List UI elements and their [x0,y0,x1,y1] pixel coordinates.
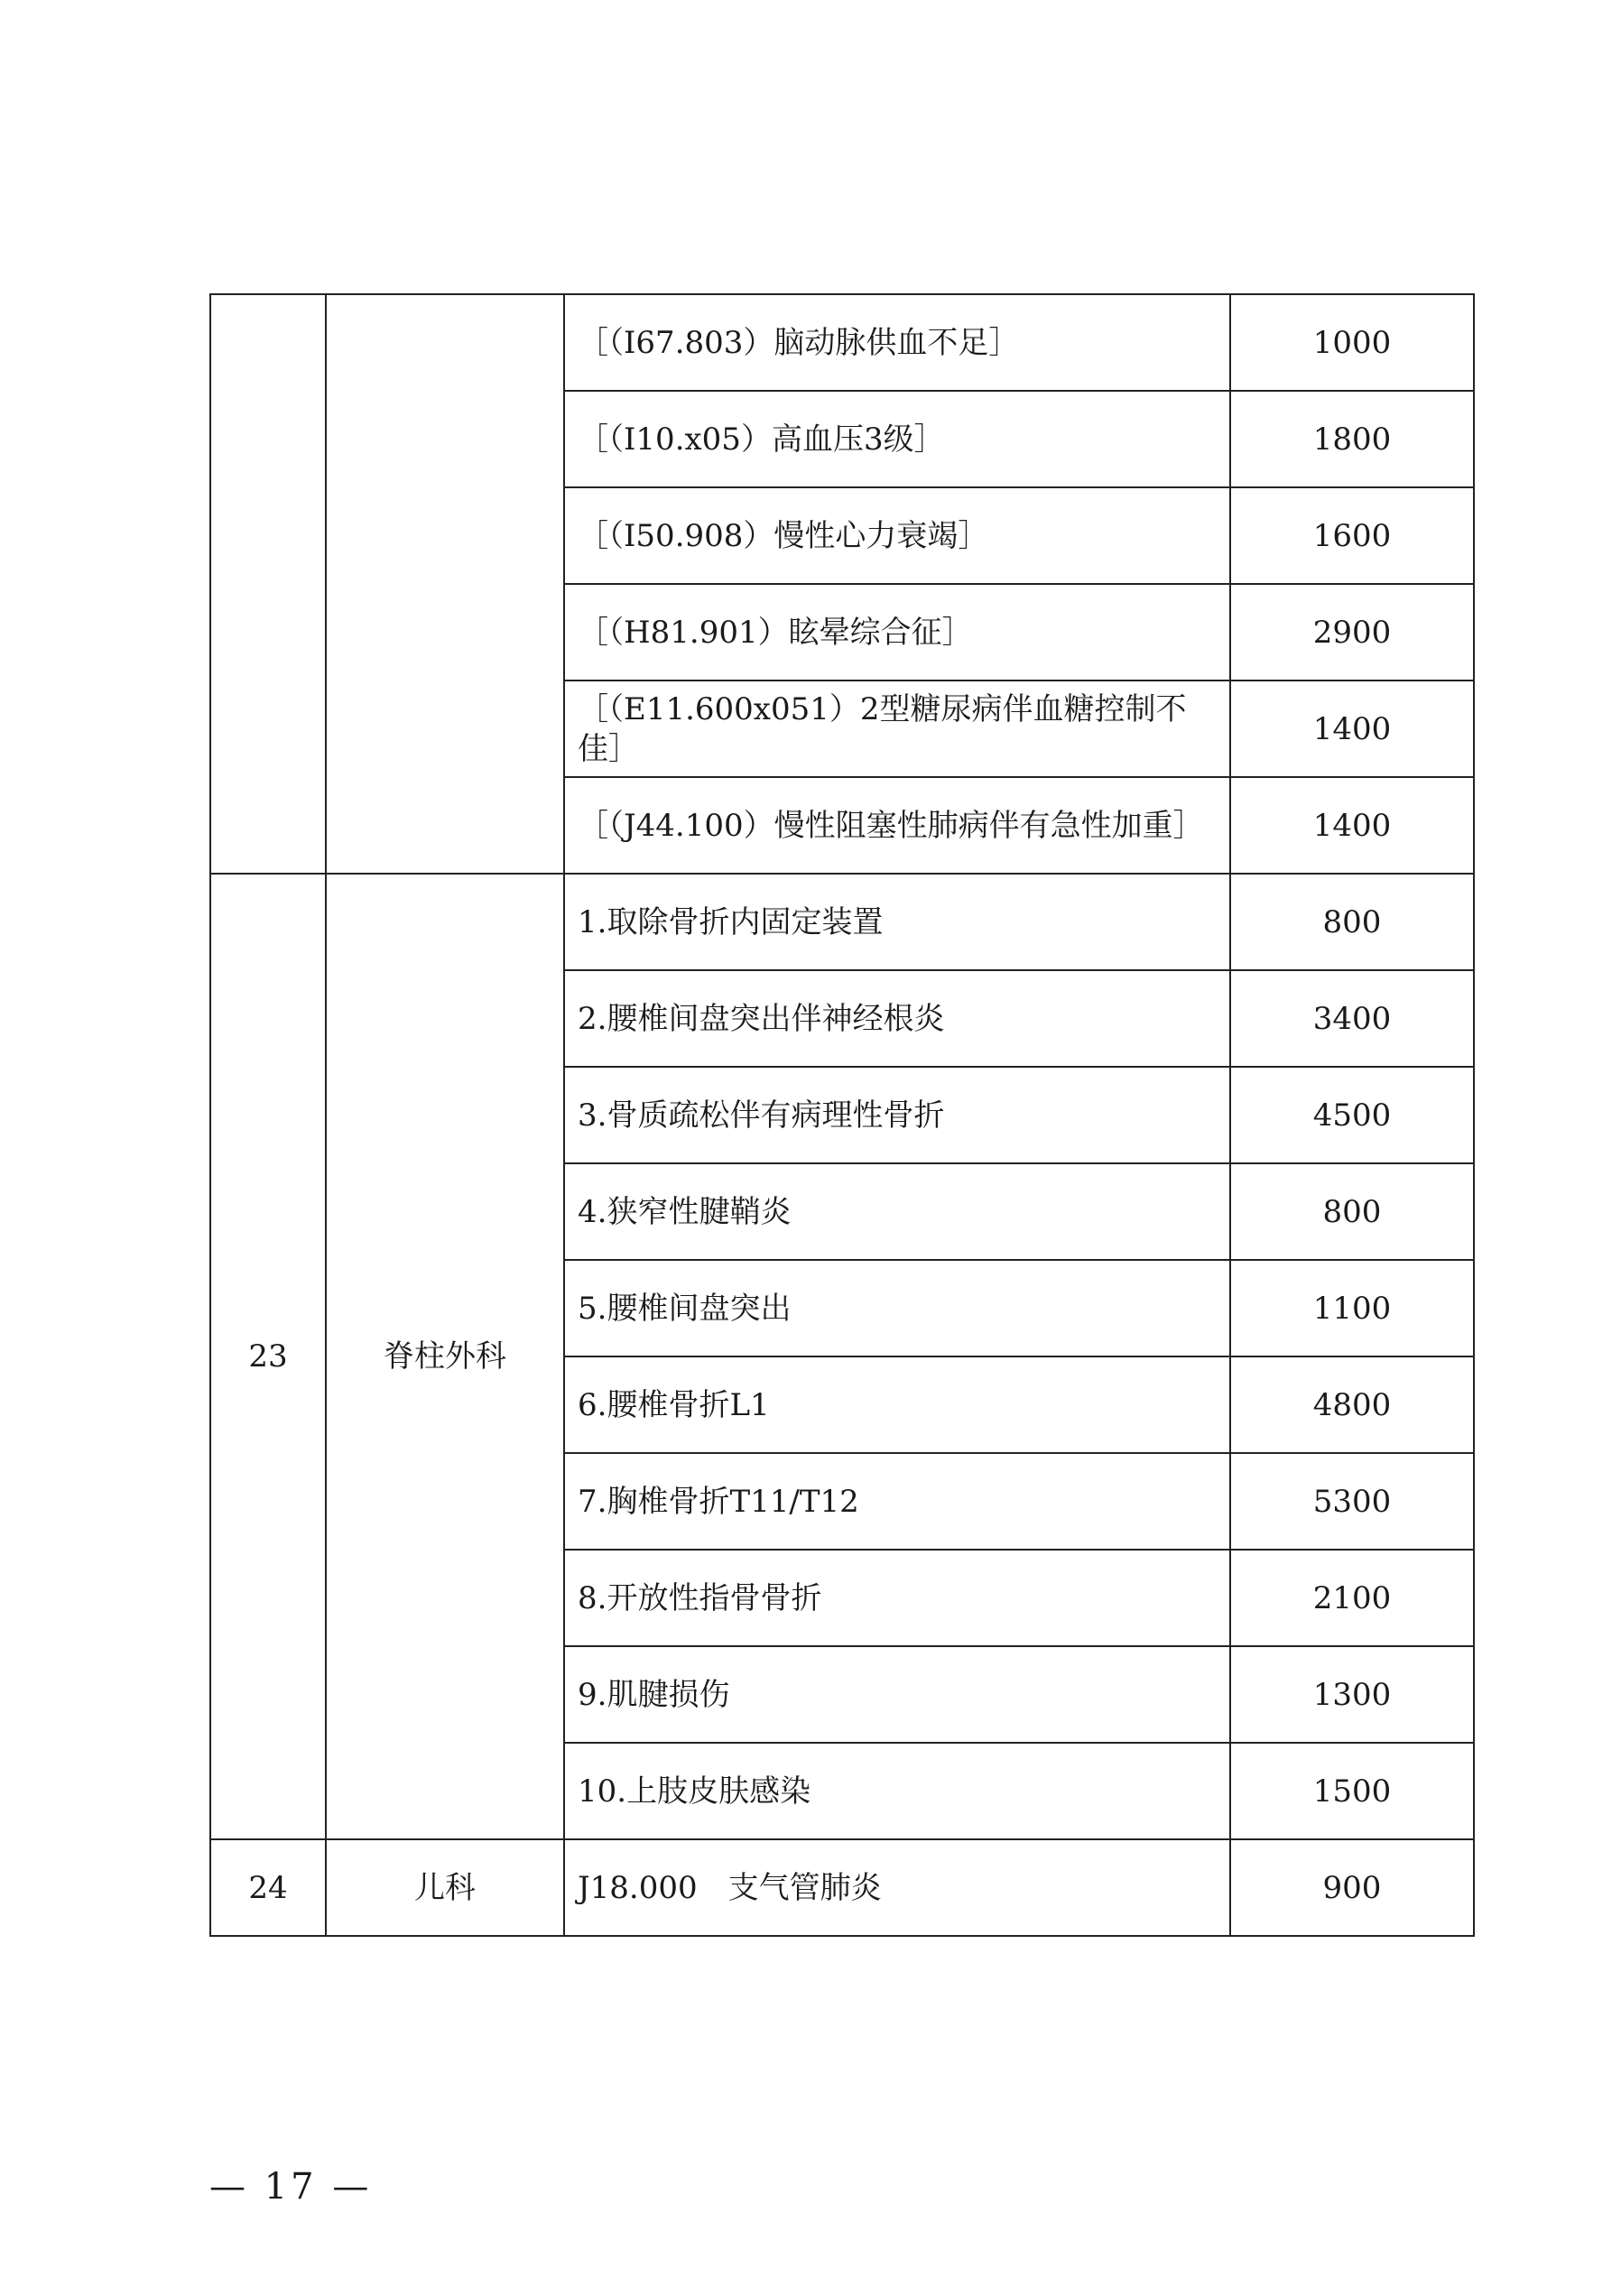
cost-cell: 2900 [1230,584,1474,680]
disease-cell: 10.上肢皮肤感染 [564,1743,1230,1839]
table-row [210,1839,1474,1936]
group-number-cell: 24 [210,1839,326,1936]
table-body [210,294,1474,1936]
cost-cell: 1600 [1230,487,1474,584]
department-cell: 脊柱外科 [326,874,564,1839]
cost-cell: 800 [1230,874,1474,970]
disease-cell: 2.腰椎间盘突出伴神经根炎 [564,970,1230,1067]
disease-cell: 7.胸椎骨折T11/T12 [564,1453,1230,1550]
cost-cell: 1500 [1230,1743,1474,1839]
cost-cell: 1400 [1230,777,1474,874]
cost-cell: 1100 [1230,1260,1474,1356]
disease-cell: ［（I50.908）慢性心力衰竭］ [564,487,1230,584]
disease-cell: 4.狭窄性腱鞘炎 [564,1163,1230,1260]
disease-cost-table [209,293,1475,1937]
group-number-cell: 23 [210,874,326,1839]
cost-cell: 1800 [1230,391,1474,487]
group-number-cell [210,294,326,874]
cost-cell: 1300 [1230,1646,1474,1743]
disease-cell: 3.骨质疏松伴有病理性骨折 [564,1067,1230,1163]
page-number: — 17 — [209,2166,373,2208]
cost-cell: 900 [1230,1839,1474,1936]
disease-cell: 8.开放性指骨骨折 [564,1550,1230,1646]
disease-cell: J18.000 支气管肺炎 [564,1839,1230,1936]
department-cell: 儿科 [326,1839,564,1936]
table-row [210,294,1474,391]
cost-cell: 4800 [1230,1356,1474,1453]
cost-cell: 4500 [1230,1067,1474,1163]
cost-cell: 800 [1230,1163,1474,1260]
disease-cell: 1.取除骨折内固定装置 [564,874,1230,970]
disease-cell: 6.腰椎骨折L1 [564,1356,1230,1453]
disease-cell: 5.腰椎间盘突出 [564,1260,1230,1356]
cost-cell: 1400 [1230,680,1474,777]
disease-cell: ［（I67.803）脑动脉供血不足］ [564,294,1230,391]
disease-cell: ［（E11.600x051）2型糖尿病伴血糖控制不佳］ [564,680,1230,777]
cost-cell: 2100 [1230,1550,1474,1646]
cost-cell: 5300 [1230,1453,1474,1550]
disease-cell: 9.肌腱损伤 [564,1646,1230,1743]
disease-cell: ［（I10.x05）高血压3级］ [564,391,1230,487]
cost-cell: 1000 [1230,294,1474,391]
disease-cell: ［（H81.901）眩晕综合征］ [564,584,1230,680]
table-row [210,874,1474,970]
cost-cell: 3400 [1230,970,1474,1067]
disease-cell: ［（J44.100）慢性阻塞性肺病伴有急性加重］ [564,777,1230,874]
department-cell [326,294,564,874]
